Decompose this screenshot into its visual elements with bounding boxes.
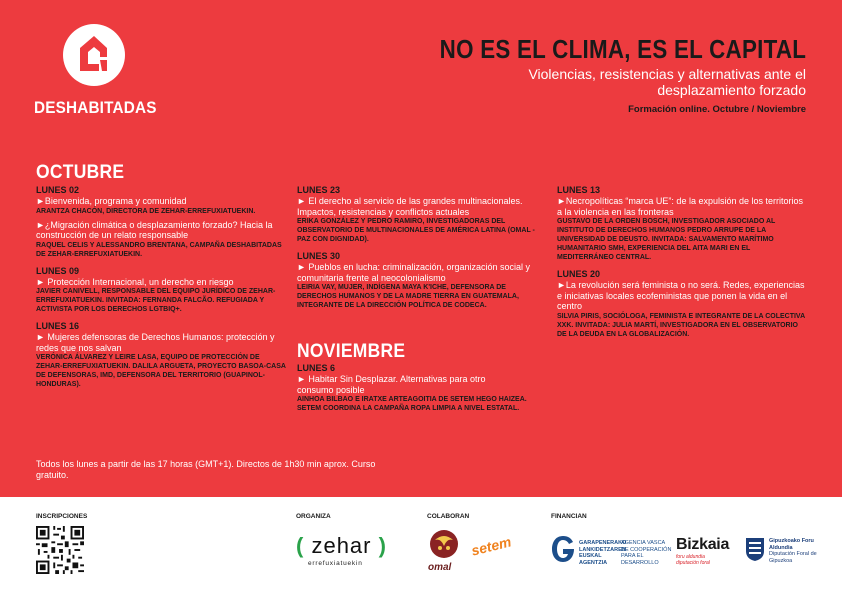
session-date: LUNES 09 xyxy=(36,265,80,276)
session-topic: ► Mujeres defensoras de Derechos Humanos: protección y redes que nos salvan xyxy=(36,332,275,353)
month-heading-november: NOVIEMBRE xyxy=(297,341,406,362)
session-lunes-30 xyxy=(297,251,547,310)
session-lunes-13 xyxy=(557,185,807,262)
schedule-column-3 xyxy=(557,185,807,346)
session-topic: ► Pueblos en lucha: criminalización, organización social y comunitaria frente al neocolonialismo xyxy=(297,262,531,283)
zehar-word: zehar xyxy=(311,533,372,558)
month-heading-october: OCTUBRE xyxy=(36,162,125,183)
qr-code-icon[interactable] xyxy=(36,526,84,574)
label-financian: FINANCIAN xyxy=(551,513,587,520)
setem-logo: setem xyxy=(469,533,513,559)
bracket-left: ( xyxy=(296,533,305,558)
session-speakers: LEIRIA VAY, MUJER, INDÍGENA MAYA K'ICHE, DEFENSORA DE DERECHOS HUMANOS Y DE LA MADRE TIERRA EN GUATEMALA, INTEGRANTE DE LA DIRECCIÓN POLÍTICA DE CODECA. xyxy=(297,284,519,309)
session-topic: ► Habitar Sin Desplazar. Alternativas para otro consumo posible xyxy=(297,374,486,395)
session-topic: ►¿Migración climática o desplazamiento forzado? Hacia la construcción de un relato responsable xyxy=(36,219,273,240)
schedule-column-1 xyxy=(36,185,286,396)
omal-name: omal xyxy=(428,562,452,573)
zehar-subtitle: errefuxiatuekin xyxy=(308,560,363,567)
session-date: LUNES 23 xyxy=(297,185,341,195)
gipuzkoa-name-es: Diputación Foral de Gipuzkoa xyxy=(769,551,817,564)
session-date: LUNES 30 xyxy=(297,251,341,261)
label-organiza: ORGANIZA xyxy=(296,513,331,520)
session-lunes-23 xyxy=(297,185,547,244)
schedule-column-2-november xyxy=(297,363,547,420)
bracket-right: ) xyxy=(378,533,387,558)
brand-name: DESHABITADAS xyxy=(34,98,157,117)
basque-cooperation-agency-logo xyxy=(551,535,671,565)
session-date: LUNES 16 xyxy=(36,321,80,331)
session-lunes-09 xyxy=(36,266,286,315)
session-speakers: JAVIER CANIVELL, RESPONSABLE DEL EQUIPO JURÍDICO DE ZEHAR-ERREFUXIATUEKIN. INVITADA: FERNANDA FALCÃO. REFUGIADA Y ACTIVISTA POR LOS DERECHOS LGTBIQ+. xyxy=(36,288,276,313)
session-topic: ►La revolución será feminista o no será. Redes, experiencias e iniciativas locales ecofeministas que ponen la vida en el centro xyxy=(557,280,805,311)
session-date: LUNES 20 xyxy=(557,269,601,279)
zehar-logo xyxy=(296,533,406,567)
session-date: LUNES 02 xyxy=(36,185,80,195)
page-title: NO ES EL CLIMA, ES EL CAPITAL xyxy=(439,34,806,64)
agency-name-es: AGENCIA VASCA DE COOPERACIÓN PARA EL DESARROLLO xyxy=(621,540,672,566)
session-speakers: VERÓNICA ÁLVAREZ Y LEIRE LASA, EQUIPO DE PROTECCIÓN DE ZEHAR-ERREFUXIATUEKIN. DALILA ARGUETA, PROYECTO BASOA-CASA DE DEFENSORAS, IMD, DEFENSORA DEL TERRITORIO (GUAPINOL-HONDURAS). xyxy=(36,354,286,388)
agency-name-eu: GARAPENERAKO LANKIDETZAREN EUSKAL AGENTZIA xyxy=(579,540,627,566)
session-topic: ► Protección Internacional, un derecho en riesgo xyxy=(36,276,234,287)
session-date: LUNES 6 xyxy=(297,363,336,373)
label-inscripciones: INSCRIPCIONES xyxy=(36,513,88,520)
session-topic: ►Bienvenida, programa y comunidad xyxy=(36,196,187,206)
schedule-note: Todos los lunes a partir de las 17 horas (GMT+1). Directos de 1h30 min aprox. Curso gratuito. xyxy=(36,459,376,480)
session-lunes-02 xyxy=(36,185,286,259)
gipuzkoa-shield-icon xyxy=(745,537,765,562)
schedule-column-2 xyxy=(297,185,547,317)
label-colaboran: COLABORAN xyxy=(427,513,470,520)
session-speakers: RAQUEL CELIS Y ALESSANDRO BRENTANA, CAMPAÑA DESHABITADAS DE ZEHAR-ERREFUXIATUEKIN. xyxy=(36,241,282,258)
house-logo-icon xyxy=(63,24,125,86)
session-lunes-20 xyxy=(557,269,807,339)
gipuzkoa-name-eu: Gipuzkoako Foru Aldundia xyxy=(769,538,814,551)
session-speakers: GUSTAVO DE LA ORDEN BOSCH, INVESTIGADOR ASOCIADO AL INSTITUTO DE DERECHOS HUMANOS PEDRO ARRUPE DE LA UNIVERSIDAD DE DEUSTO. INVITADA: SALVAMENTO MARÍTIMO HUMANITARIO SMH, EXPERIENCIA DEL AITA MARI EN EL MEDITERRÁNEO CENTRAL. xyxy=(557,218,776,261)
session-topic: ► El derecho al servicio de las grandes multinacionales. Impactos, resistencias y conflictos actuales xyxy=(297,196,523,217)
agency-emblem-icon xyxy=(551,535,575,563)
page-subtitle: Violencias, resistencias y alternativas ante el desplazamiento forzado xyxy=(528,66,806,98)
zehar-name xyxy=(296,533,406,559)
format-line: Formación online. Octubre / Noviembre xyxy=(628,104,806,115)
bizkaia-logo xyxy=(676,536,729,566)
session-speakers: AINHOA BILBAO E IRATXE ARTEAGOITIA DE SETEM HEGO HAIZEA. SETEM COORDINA LA CAMPAÑA ROPA LIMPIA A NIVEL ESTATAL. xyxy=(297,396,527,412)
session-lunes-6 xyxy=(297,363,547,413)
bizkaia-name: Bizkaia xyxy=(676,536,730,553)
session-speakers: SILVIA PIRIS, SOCIÓLOGA, FEMINISTA E INTEGRANTE DE LA COLECTIVA XXK. INVITADA: JULIA MARTÍ, INVESTIGADORA EN EL OBSERVATORIO DE LA DEUDA EN LA GLOBALIZACIÓN. xyxy=(557,312,805,338)
bizkaia-subtitle: foru aldundia diputación foral xyxy=(676,554,710,566)
session-topic: ►Necropolíticas “marca UE”: de la expulsión de los territorios a la violencia en las fronteras xyxy=(557,196,804,217)
session-speakers: ARANTZA CHACÓN, DIRECTORA DE ZEHAR-ERREFUXIATUEKIN. xyxy=(36,207,256,215)
session-date: LUNES 13 xyxy=(557,185,601,195)
session-lunes-16 xyxy=(36,321,286,389)
session-speakers: ERIKA GONZÁLEZ Y PEDRO RAMIRO, INVESTIGADORAS DEL OBSERVATORIO DE MULTINACIONALES DE AMÉRICA LATINA (OMAL - PAZ CON DIGNIDAD). xyxy=(297,218,535,243)
